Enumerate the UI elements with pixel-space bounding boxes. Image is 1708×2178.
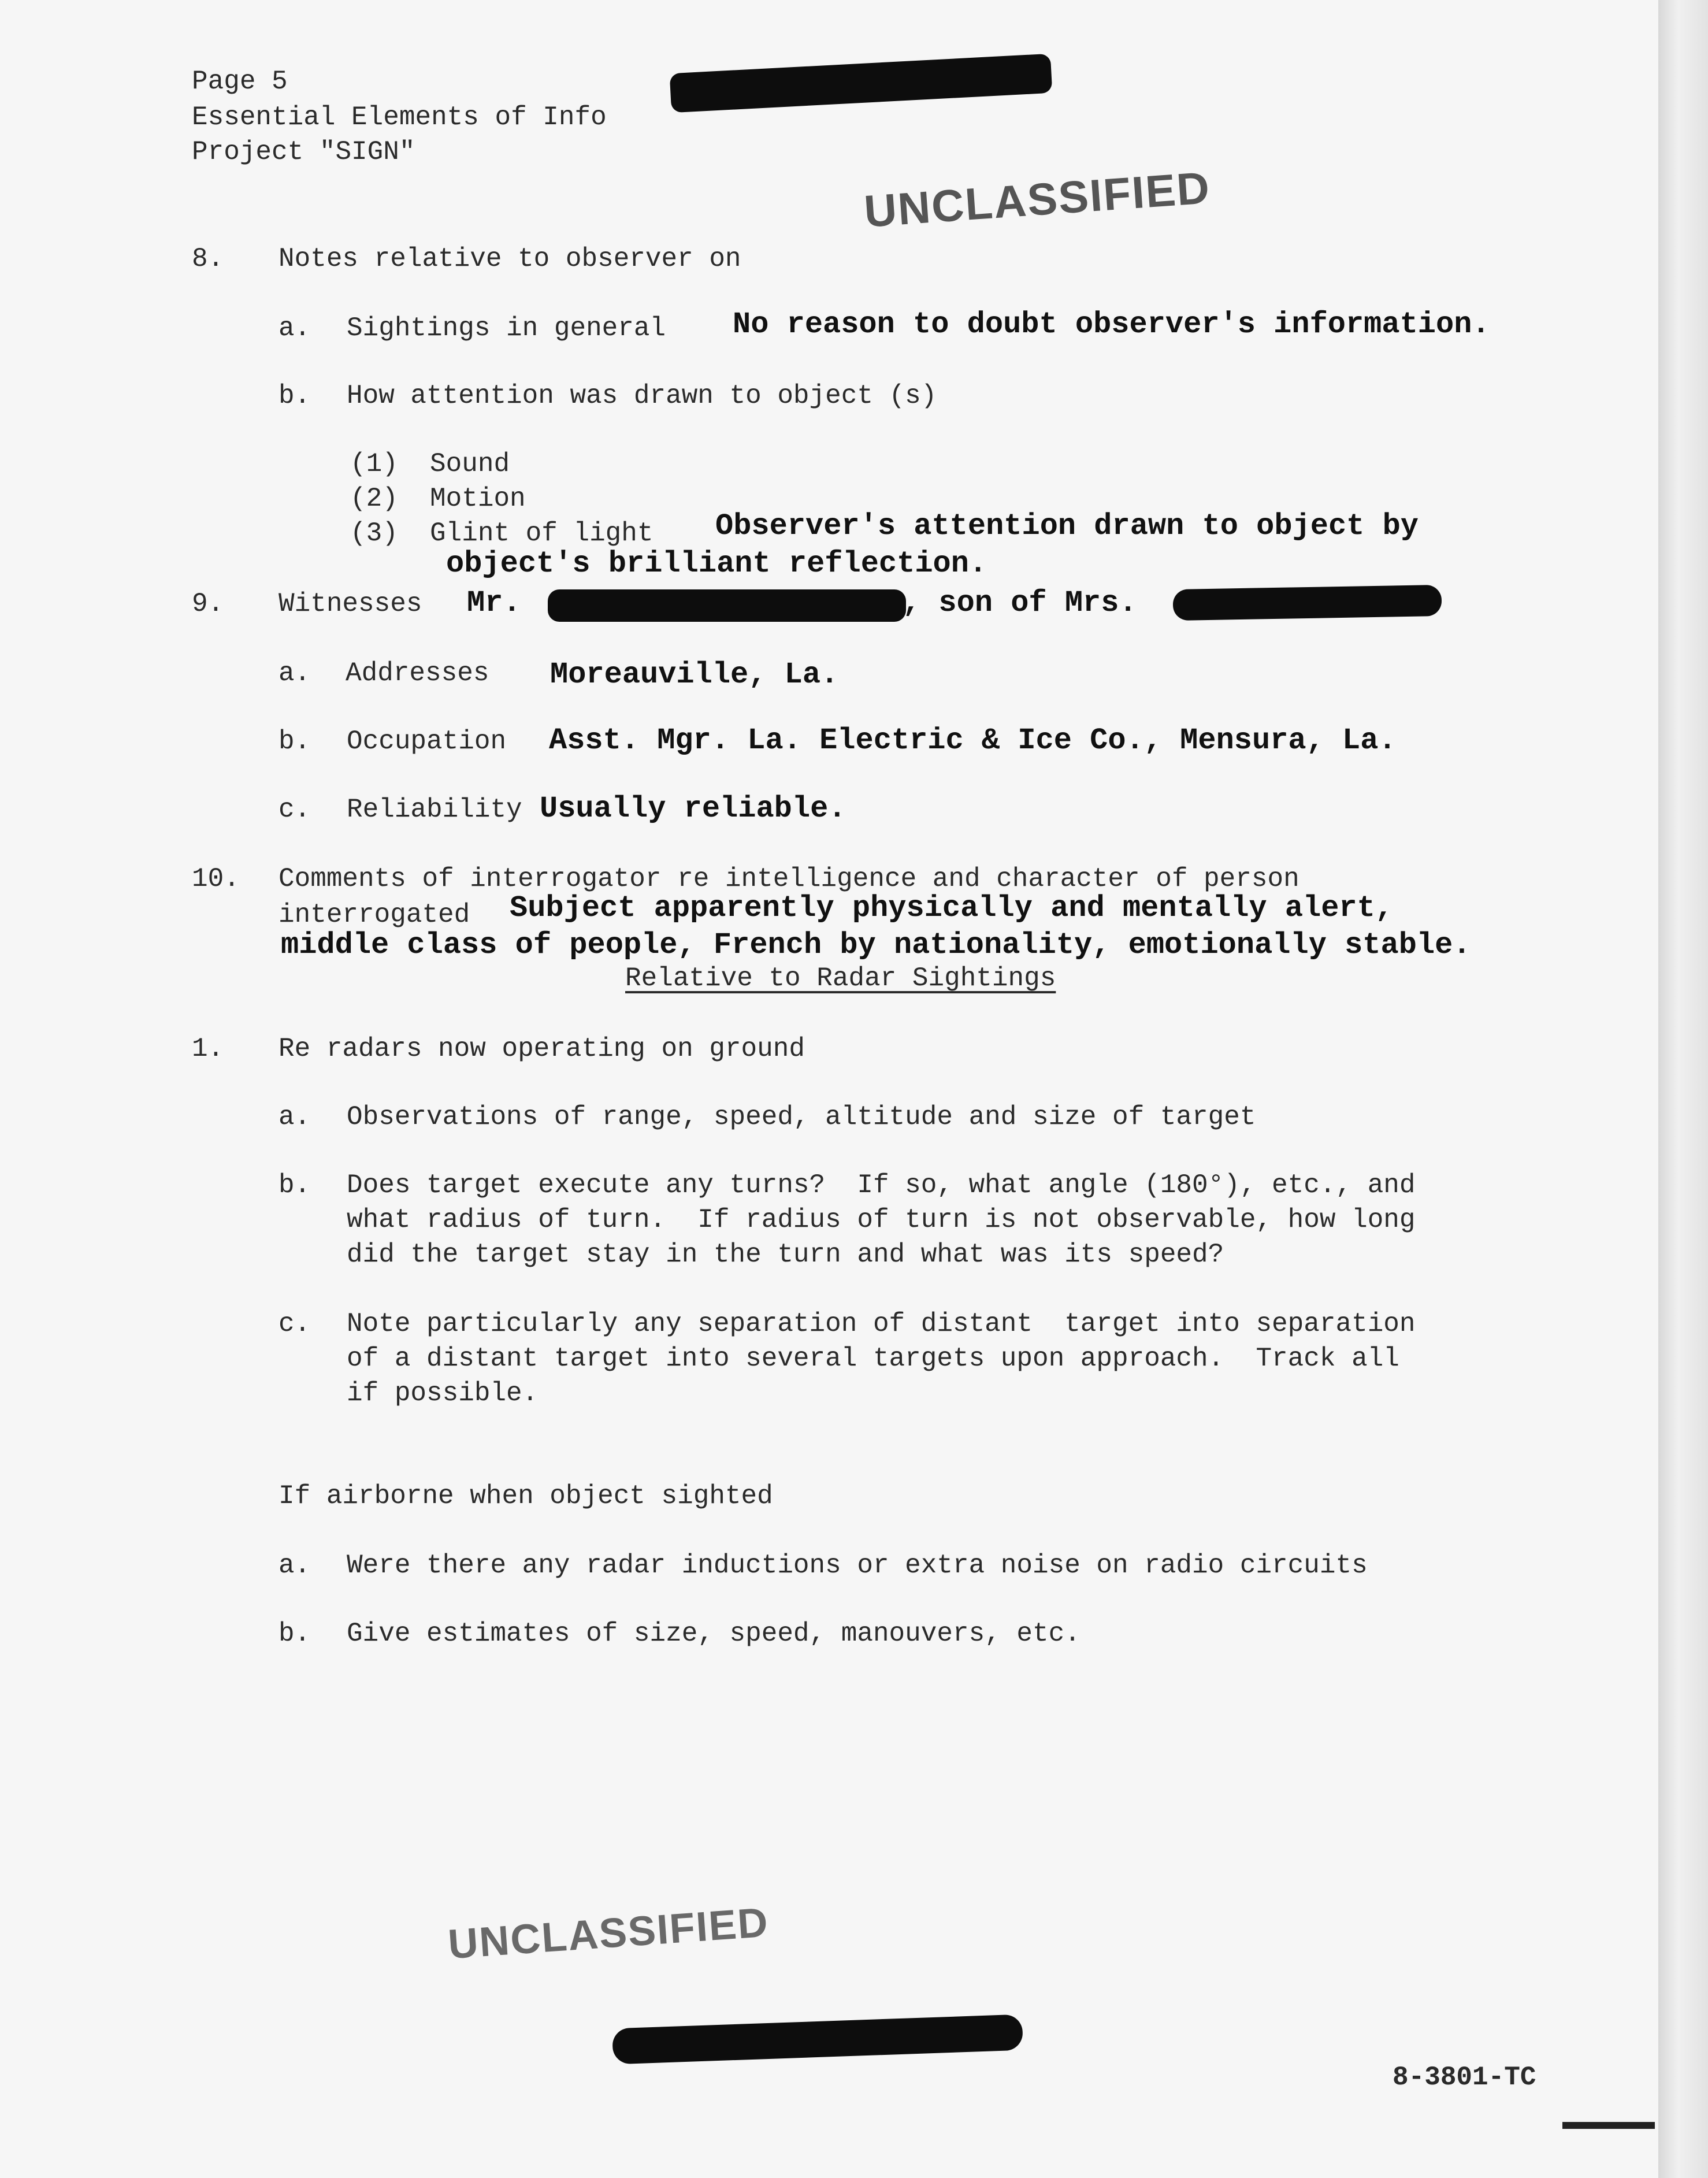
header-subject: Essential Elements of Info xyxy=(192,102,607,132)
section-9c-label: c. xyxy=(279,795,311,825)
section-8a-answer: No reason to doubt observer's information. xyxy=(733,307,1490,342)
radar-1a-text: Observations of range, speed, altitude and size of target xyxy=(347,1102,1256,1132)
section-9c-answer: Usually reliable. xyxy=(540,792,846,826)
section-9a-answer: Moreauville, La. xyxy=(550,658,839,692)
airborne-b-label: b. xyxy=(279,1619,311,1649)
radar-1b-label: b. xyxy=(279,1170,311,1200)
section-9b-label: b. xyxy=(279,726,311,756)
witness-mr: Mr. xyxy=(467,586,521,620)
section-9-title: Witnesses xyxy=(279,589,422,619)
section-8a-label: a. xyxy=(279,313,311,343)
radar-1b-line-1: Does target execute any turns? If so, what angle (180°), etc., and xyxy=(347,1170,1416,1200)
radar-1a-label: a. xyxy=(279,1102,311,1132)
scan-edge-mark xyxy=(1562,2122,1655,2129)
classification-stamp-bottom: UNCLASSIFIED xyxy=(446,1899,771,1968)
section-9c-text: Reliability xyxy=(347,795,522,825)
section-8-title: Notes relative to observer on xyxy=(279,244,741,274)
section-9a-label: a. xyxy=(279,658,311,688)
radar-1-number: 1. xyxy=(192,1034,224,1064)
radar-1c-label: c. xyxy=(279,1309,311,1339)
airborne-a-text: Were there any radar inductions or extra noise on radio circuits xyxy=(347,1550,1368,1580)
section-8b-text: How attention was drawn to object (s) xyxy=(347,381,937,411)
section-9-number: 9. xyxy=(192,589,224,619)
section-9b-text: Occupation xyxy=(347,726,507,756)
airborne-title: If airborne when object sighted xyxy=(279,1481,773,1511)
radar-section-heading: Relative to Radar Sightings xyxy=(625,963,1056,993)
option-glint: (3) Glint of light xyxy=(350,518,654,548)
witness-son-of: , son of Mrs. xyxy=(903,586,1137,620)
radar-1c-line-3: if possible. xyxy=(347,1378,539,1408)
section-8-number: 8. xyxy=(192,244,224,274)
section-10-line-3: middle class of people, French by nationality, emotionally stable. xyxy=(281,928,1471,962)
airborne-a-label: a. xyxy=(279,1550,311,1580)
radar-1c-line-2: of a distant target into several targets upon approach. Track all xyxy=(347,1344,1399,1374)
option-glint-answer-1: Observer's attention drawn to object by xyxy=(715,509,1419,543)
redaction-bar xyxy=(548,589,906,622)
header-project: Project "SIGN" xyxy=(192,137,415,167)
option-motion: (2) Motion xyxy=(350,484,526,514)
redaction-bar xyxy=(1173,585,1442,621)
document-code: 8-3801-TC xyxy=(1393,2062,1536,2092)
page-number: Page 5 xyxy=(192,66,288,97)
radar-1-title: Re radars now operating on ground xyxy=(279,1034,805,1064)
redaction-bar xyxy=(612,2014,1023,2065)
radar-1b-line-3: did the target stay in the turn and what was its speed? xyxy=(347,1240,1224,1270)
section-9a-text: Addresses xyxy=(346,658,489,688)
section-10-line-1: Comments of interrogator re intelligence and character of person xyxy=(279,864,1299,894)
option-glint-answer-2: object's brilliant reflection. xyxy=(446,547,987,581)
airborne-b-text: Give estimates of size, speed, manouvers, etc. xyxy=(347,1619,1081,1649)
page-edge xyxy=(1658,0,1708,2178)
radar-1c-line-1: Note particularly any separation of distant target into separation xyxy=(347,1309,1416,1339)
option-sound: (1) Sound xyxy=(350,449,510,479)
redaction-bar xyxy=(670,54,1053,113)
section-8a-text: Sightings in general xyxy=(347,313,666,343)
section-10-line-2b: Subject apparently physically and mentally alert, xyxy=(510,891,1394,925)
classification-stamp-top: UNCLASSIFIED xyxy=(862,162,1212,237)
radar-1b-line-2: what radius of turn. If radius of turn is not observable, how long xyxy=(347,1205,1416,1235)
section-10-number: 10. xyxy=(192,864,240,894)
section-9b-answer: Asst. Mgr. La. Electric & Ice Co., Mensura, La. xyxy=(549,723,1397,758)
section-8b-label: b. xyxy=(279,381,311,411)
section-10-line-2a: interrogated xyxy=(279,900,470,930)
